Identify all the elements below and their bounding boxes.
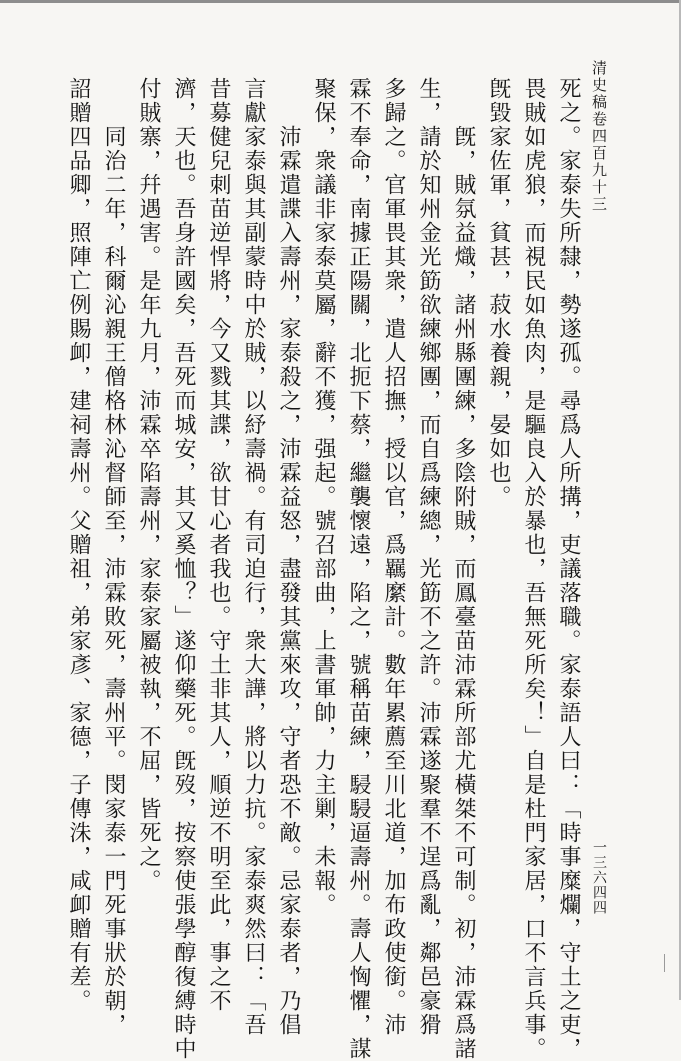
text-column: 昔募健兒刺苗逆悍將，今又戮其諜，欲甘心者我也。守土非其人，順逆不明至此，事之不 (206, 77, 231, 1013)
text-column: 同治二年，科爾沁親王僧格林沁督師至，沛霖敗死，壽州平。閔家泰一門死事狀於朝， (101, 77, 126, 1037)
page-top-edge (0, 0, 681, 3)
text-column: 付賊寨，幷遇害。是年九月，沛霖卒陷壽州，家泰家屬被執，不屈，皆死之。 (136, 77, 161, 893)
text-column: 生，請於知州金光筯欲練鄉團，而自爲練總，光筯不之許。沛霖遂聚羣不逞爲亂，鄰邑豪猾 (416, 77, 441, 1037)
text-column: 濟，天也。吾身許國矣，吾死而城安，其又奚恤？」遂仰藥死。旣歿，按察使張學醇復縛時中 (171, 77, 196, 1061)
text-column: 詔贈四品卿，照陣亡例賜卹，建祠壽州。父贈祖，弟家彥、家德，子傳洙，咸卹贈有差。 (66, 77, 91, 1013)
text-column: 言獻家泰與其副蒙時中於賊，以紓壽禍。有司迫行，衆大譁，將以力抗。家泰爽然曰：「吾 (241, 77, 266, 1037)
text-column: 沛霖遣諜入壽州，家泰殺之，沛霖益怒，盡發其黨來攻，守者恐不敵。忌家泰者，乃倡 (276, 77, 301, 1037)
text-column: 旣毀家佐軍，貧甚，菽水養親，晏如也。 (486, 77, 511, 509)
text-column: 聚保，衆議非家泰莫屬，辭不獲，强起。號召部曲，上書軍帥，力主剿，未報。 (311, 77, 336, 917)
text-column: 霖不奉命，南據正陽關，北扼下蔡，繼襲懷遠，陷之，號稱苗練，駸駸逼壽州。壽人恟懼，謀 (346, 77, 371, 1061)
text-column: 旣，賊氛益熾，諸州縣團練，多陰附賊，而鳳臺苗沛霖所部尤橫桀不可制。初，沛霖爲諸 (451, 77, 476, 1061)
text-column: 畏賊如虎狼，而視民如魚肉，是驅良入於暴也，吾無死所矣！」自是杜門家居，口不言兵事。 (521, 77, 546, 1061)
text-column: 死之。家泰失所隸，勢遂孤。尋爲人所搆，吏議落職。家泰語人曰：「時事糜爛，守土之吏， (556, 77, 581, 1061)
scan-mark (664, 954, 665, 972)
text-column: 多歸之。官軍畏其衆，遣人招撫，授以官，爲羈縻計。數年累薦至川北道，加布政使銜。沛 (381, 77, 406, 1037)
page-number: 一三六四四 (591, 840, 607, 915)
running-header-title: 清史稿卷四百九十三 (590, 60, 608, 213)
